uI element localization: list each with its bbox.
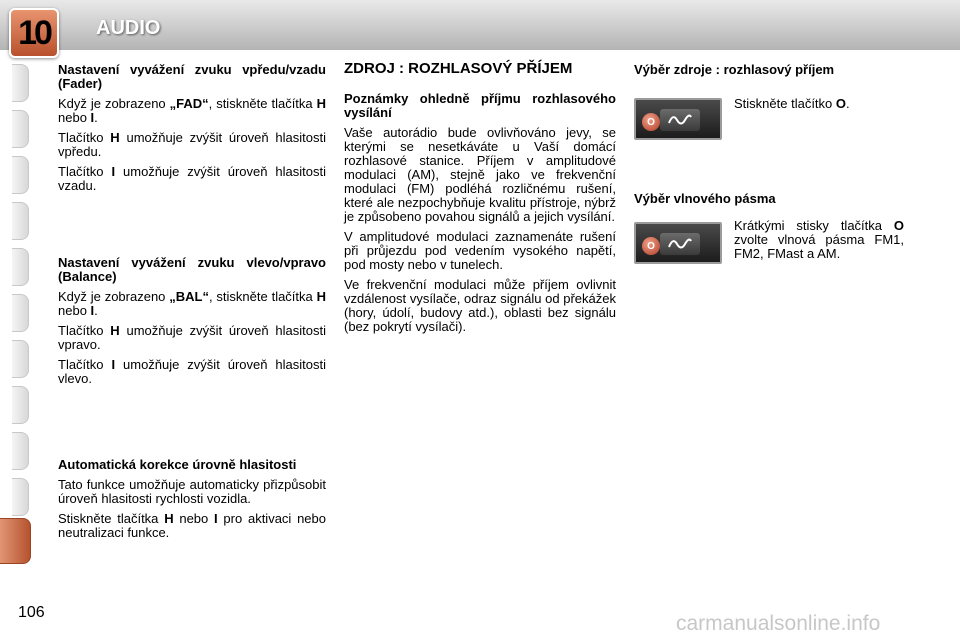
balance-section — [58, 256, 326, 392]
section-title: ZDROJ : ROZHLASOVÝ PŘÍJEM — [344, 60, 573, 77]
o-key: O — [835, 96, 847, 111]
text: Když je zobrazeno — [58, 96, 170, 111]
chapter-tab[interactable] — [12, 64, 29, 102]
i-key: I — [90, 303, 95, 318]
chapter-tab[interactable] — [12, 248, 29, 286]
chapter-tab[interactable] — [12, 110, 29, 148]
page-title: AUDIO — [96, 17, 161, 39]
text: Tlačítko — [58, 323, 111, 338]
fader-paragraph — [58, 165, 326, 193]
o-button[interactable]: O — [642, 113, 660, 131]
h-key: H — [316, 289, 326, 304]
i-key: I — [214, 511, 218, 526]
fader-paragraph — [58, 97, 326, 125]
wave-icon — [660, 233, 700, 255]
band-instruction — [734, 219, 904, 261]
text: umožňuje zvýšit úroveň hlasitosti vpravo. — [58, 323, 326, 352]
auto-volume-section — [58, 458, 326, 546]
chapter-tab[interactable] — [12, 386, 29, 424]
band-heading-text: Výběr vlnového pásma — [634, 191, 776, 206]
radio-button-image — [634, 98, 722, 140]
wave-icon — [660, 109, 700, 131]
wave-icon-glyph — [660, 109, 700, 131]
text: Když je zobrazeno — [58, 289, 170, 304]
chapter-tab[interactable] — [12, 340, 29, 378]
chapter-tab[interactable] — [12, 156, 29, 194]
source-instruction — [734, 97, 904, 111]
h-key: H — [164, 511, 174, 526]
i-key: I — [111, 357, 116, 372]
h-key: H — [316, 96, 326, 111]
balance-paragraph — [58, 324, 326, 352]
radio-button-image — [634, 222, 722, 264]
chapter-tab-active[interactable] — [0, 518, 31, 564]
auto-volume-paragraph: Tato funkce umožňuje automaticky přizpůsobit úroveň hlasitosti rychlosti vozidla. — [58, 477, 326, 506]
text: Stiskněte tlačítko — [734, 96, 836, 111]
text: Stiskněte tlačítka — [58, 511, 165, 526]
watermark: carmanualsonline.info — [676, 612, 881, 635]
notes-paragraph: V amplitudové modulaci zaznamenáte rušení při průjezdu pod vedením vysokého napětí, pod mosty nebo v tunelech. — [344, 229, 616, 272]
chapter-tabs — [0, 50, 32, 580]
wave-icon-glyph — [660, 233, 700, 255]
o-button[interactable]: O — [642, 237, 660, 255]
page-number: 106 — [18, 604, 45, 621]
middle-column — [344, 62, 616, 340]
band-heading — [634, 192, 924, 212]
chapter-badge: 10 — [9, 8, 59, 58]
text: . — [94, 110, 98, 125]
source-heading-text: Výběr zdroje : rozhlasový příjem — [634, 62, 835, 77]
fader-paragraph — [58, 131, 326, 159]
notes-paragraph: Ve frekvenční modulaci může příjem ovlivnit vzdálenost vysílače, odraz signálu od překážek (hory, údolí, budovy atd.), oblasti bez signálu (bez pokrytí vysílači). — [344, 277, 616, 334]
text: nebo — [173, 511, 215, 526]
text: pro aktivaci nebo neutralizaci funkce. — [58, 511, 326, 540]
notes-heading: Poznámky ohledně příjmu rozhlasového vysílání — [344, 91, 616, 120]
text: Tlačítko — [58, 164, 112, 179]
fader-heading: Nastavení vyvážení zvuku vpředu/vzadu (Fader) — [58, 62, 326, 91]
auto-volume-heading: Automatická korekce úrovně hlasitosti — [58, 457, 297, 472]
balance-paragraph — [58, 290, 326, 318]
text: umožňuje zvýšit úroveň hlasitosti vlevo. — [58, 357, 326, 386]
text: umožňuje zvýšit úroveň hlasitosti vpředu. — [58, 130, 326, 159]
text: Tlačítko — [58, 130, 111, 145]
chapter-tab[interactable] — [12, 294, 29, 332]
text: . — [846, 96, 850, 111]
i-key: I — [90, 110, 95, 125]
chapter-tab[interactable] — [12, 478, 29, 516]
text: Krátkými stisky tlačítka — [734, 218, 894, 233]
header-bar — [0, 0, 960, 50]
h-key: H — [110, 130, 120, 145]
text: umožňuje zvýšit úroveň hlasitosti vzadu. — [58, 164, 326, 193]
auto-volume-paragraph — [58, 512, 326, 540]
text: Tlačítko — [58, 357, 112, 372]
source-heading — [634, 63, 924, 83]
o-key: O — [893, 218, 904, 233]
i-key: I — [111, 164, 116, 179]
bal-label: „BAL“ — [169, 289, 209, 304]
chapter-tab[interactable] — [12, 432, 29, 470]
text: zvolte vlnová pásma FM1, FM2, FMast a AM. — [734, 232, 904, 261]
h-key: H — [110, 323, 120, 338]
text: , stiskněte tlačítka — [208, 289, 317, 304]
text: . — [94, 303, 98, 318]
left-column — [58, 63, 326, 199]
balance-heading: Nastavení vyvážení zvuku vlevo/vpravo (Balance) — [58, 255, 326, 284]
fad-label: „FAD“ — [169, 96, 209, 111]
chapter-tab[interactable] — [12, 202, 29, 240]
text: nebo — [58, 303, 91, 318]
balance-paragraph — [58, 358, 326, 386]
notes-paragraph: Vaše autorádio bude ovlivňováno jevy, se kterými se nesetkáváte u Vaší domácí rozhlasové stanice. Příjem v amplitudové modulaci (AM), stejně jako ve frekvenční modulaci (FM) podléhá rozličnému rušení, které ale nezpochybňuje kvalitu přístroje, nýbrž je způsobeno povahou signálů a jejich vysílání. — [344, 125, 616, 224]
text: nebo — [58, 110, 91, 125]
text: , stiskněte tlačítka — [208, 96, 317, 111]
